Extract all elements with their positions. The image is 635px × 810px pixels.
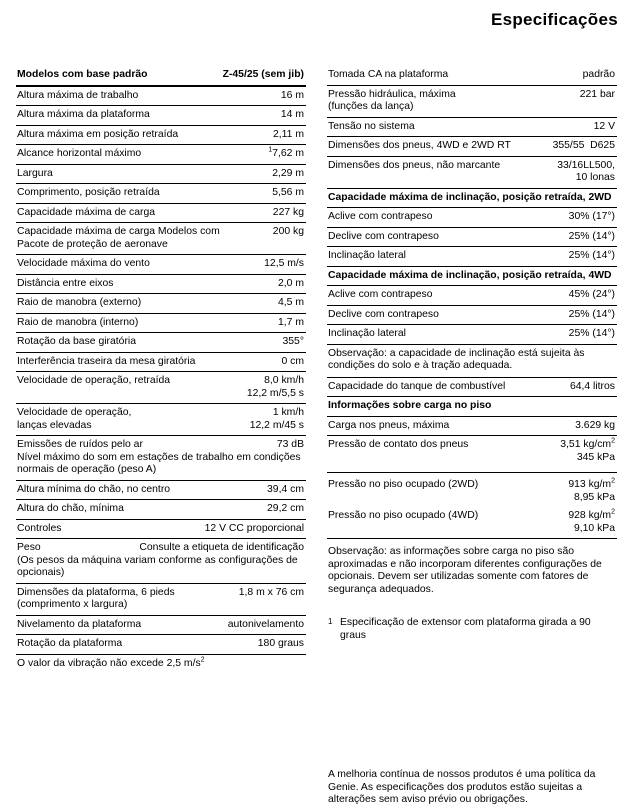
spec-label: Pressão no piso ocupado (2WD) bbox=[328, 479, 479, 490]
spec-value: 12 V bbox=[593, 120, 615, 132]
spec-label: Interferência traseira da mesa giratória bbox=[17, 355, 196, 367]
spec-row bbox=[327, 436, 617, 473]
spec-value: 16 m bbox=[280, 89, 304, 101]
spec-value bbox=[562, 479, 615, 504]
spec-label: Inclinação lateral bbox=[328, 328, 406, 339]
spec-label: Rotação da plataforma bbox=[17, 638, 123, 649]
spec-value: 5,56 m bbox=[272, 187, 304, 198]
spec-value: 3.629 kg bbox=[575, 419, 615, 431]
spec-value: 12 V CC proporcional bbox=[204, 522, 304, 534]
vibration-sup: 2 bbox=[200, 656, 205, 664]
spec-row bbox=[327, 157, 617, 189]
spec-detail: (Os pesos da máquina variam conforme as configurações de opcionais) bbox=[17, 554, 298, 578]
spec-row-top bbox=[17, 542, 304, 555]
spec-value-line bbox=[568, 479, 615, 492]
spec-label: Emissões de ruídos pelo ar bbox=[17, 439, 143, 450]
spec-value: 1,7 m bbox=[278, 316, 304, 328]
spec-label: Capacidade máxima de carga bbox=[17, 206, 156, 218]
spec-label: Altura máxima de trabalho bbox=[17, 89, 139, 101]
spec-row bbox=[16, 294, 306, 314]
spec-value: 64,4 litros bbox=[569, 380, 615, 392]
spec-value bbox=[551, 160, 615, 185]
spec-value: 355° bbox=[282, 336, 304, 347]
spec-label: Declive com contrapeso bbox=[328, 308, 439, 320]
spec-value-text: 3,51 kg/cm bbox=[560, 439, 612, 450]
disclaimer: A melhoria contínua de nossos produtos é uma política da Genie. As especificações dos produtos estão sujeitas a alterações sem aviso prévio ou obrigações. bbox=[328, 769, 596, 805]
vibration-note bbox=[16, 655, 306, 674]
spec-row bbox=[16, 404, 306, 436]
spec-label: Capacidade do tanque de combustível bbox=[328, 380, 506, 392]
spec-value-line: 12,2 m/5,5 s bbox=[246, 387, 304, 399]
spec-value-line: 33/16LL500, bbox=[557, 159, 615, 171]
spec-row bbox=[327, 325, 617, 345]
spec-value: 221 bar bbox=[579, 88, 615, 100]
spec-row bbox=[16, 372, 306, 404]
spec-value: 227 kg bbox=[272, 206, 304, 218]
spec-row bbox=[16, 616, 306, 636]
spec-row bbox=[16, 481, 306, 501]
spec-row bbox=[16, 500, 306, 520]
spec-row bbox=[327, 507, 617, 539]
spec-label: Alcance horizontal máximo bbox=[17, 148, 142, 159]
spec-row bbox=[327, 306, 617, 326]
spec-row bbox=[16, 520, 306, 540]
spec-value-text: 913 kg/m bbox=[568, 479, 612, 490]
spec-row bbox=[16, 87, 306, 107]
spec-row bbox=[16, 255, 306, 275]
spec-label: Aclive com contrapeso bbox=[328, 211, 433, 222]
spec-value-line: 10 lonas bbox=[575, 172, 615, 183]
spec-value-line: 345 kPa bbox=[576, 451, 615, 463]
spec-row bbox=[16, 353, 306, 373]
model-label: Modelos com base padrão bbox=[17, 69, 148, 80]
unit-sup: 2 bbox=[611, 477, 615, 485]
spec-row bbox=[16, 314, 306, 334]
spec-value: 4,5 m bbox=[278, 297, 304, 308]
section-heading-floor: Informações sobre carga no piso bbox=[327, 397, 617, 417]
footnote-text: Especificação de extensor com plataforma girada a 90 graus bbox=[340, 617, 591, 641]
spec-row bbox=[327, 66, 617, 86]
spec-value: 180 graus bbox=[257, 638, 304, 649]
vibration-text: O valor da vibração não excede 2,5 m/s bbox=[17, 657, 201, 669]
spec-label: Tensão no sistema bbox=[328, 120, 415, 132]
spec-label: Velocidade de operação, retraída bbox=[17, 375, 171, 386]
section-heading-2wd: Capacidade máxima de inclinação, posição retraída, 2WD bbox=[327, 189, 617, 209]
spec-row bbox=[16, 223, 306, 255]
spec-label: Altura mínima do chão, no centro bbox=[17, 483, 171, 495]
spec-value: 25% (14°) bbox=[568, 230, 615, 242]
spec-label: Velocidade máxima do vento bbox=[17, 258, 150, 269]
footnote bbox=[327, 617, 617, 642]
spec-row bbox=[16, 165, 306, 185]
spec-row bbox=[16, 184, 306, 204]
spec-value: 25% (14°) bbox=[568, 250, 615, 261]
table-header bbox=[16, 66, 306, 87]
spec-value: 12,5 m/s bbox=[264, 258, 304, 269]
spec-label: Aclive com contrapeso bbox=[328, 289, 433, 300]
spec-value bbox=[554, 439, 615, 464]
spec-label: Peso bbox=[17, 542, 41, 553]
spec-label: Declive com contrapeso bbox=[328, 230, 439, 242]
spec-row bbox=[16, 539, 306, 584]
spec-value: 355/55 D625 bbox=[552, 140, 615, 151]
spec-row bbox=[327, 118, 617, 138]
spec-label: Altura máxima da plataforma bbox=[17, 109, 150, 120]
spec-value: 2,11 m bbox=[273, 128, 304, 140]
spec-value-line: 8,0 km/h bbox=[264, 375, 304, 386]
spec-label: Velocidade de operação, lanças elevadas bbox=[17, 407, 132, 431]
spec-label: Raio de manobra (externo) bbox=[17, 297, 142, 308]
spec-row bbox=[16, 145, 306, 165]
spec-label: Pressão hidráulica, máxima (funções da lança) bbox=[328, 88, 456, 112]
spec-row-top bbox=[17, 439, 304, 452]
footnote-mark: 1 bbox=[328, 617, 333, 626]
spec-value: Consulte a etiqueta de identificação bbox=[139, 542, 304, 553]
spec-row bbox=[16, 275, 306, 295]
spec-detail: Nível máximo do som em estações de trabalho em condições normais de operação (peso A) bbox=[17, 451, 301, 475]
spec-value bbox=[562, 510, 615, 535]
model-value: Z-45/25 (sem jib) bbox=[222, 69, 304, 80]
spec-label: Dimensões da plataforma, 6 pieds (comprimento x largura) bbox=[17, 586, 175, 610]
spec-label: Distância entre eixos bbox=[17, 277, 114, 289]
slope-note: Observação: a capacidade de inclinação está sujeita às condições do solo e à tração adequada. bbox=[327, 345, 617, 378]
spec-value: 73 dB bbox=[276, 439, 304, 450]
footnote-mark: 1 bbox=[268, 146, 273, 154]
spec-row bbox=[16, 204, 306, 224]
spec-label: Pressão de contato dos pneus bbox=[328, 439, 469, 450]
spec-value: 1,8 m x 76 cm bbox=[238, 586, 304, 598]
section-heading-4wd: Capacidade máxima de inclinação, posição retraída, 4WD bbox=[327, 267, 617, 287]
spec-row bbox=[16, 126, 306, 146]
spec-label: Altura do chão, mínima bbox=[17, 503, 124, 514]
spec-value: 14 m bbox=[280, 109, 304, 120]
spec-label: Inclinação lateral bbox=[328, 250, 406, 261]
spec-value-text: 928 kg/m bbox=[568, 510, 612, 521]
spec-label: Capacidade máxima de carga Modelos com Pacote de proteção de aeronave bbox=[17, 226, 220, 250]
spec-row bbox=[16, 584, 306, 616]
unit-sup: 2 bbox=[611, 437, 615, 445]
unit-sup: 2 bbox=[611, 508, 615, 516]
spec-label: Largura bbox=[17, 167, 53, 179]
spec-label: Tomada CA na plataforma bbox=[328, 69, 449, 80]
spec-row bbox=[327, 247, 617, 267]
spec-value: autonivelamento bbox=[227, 618, 304, 630]
spec-value: 29,2 cm bbox=[267, 503, 304, 514]
spec-label: Controles bbox=[17, 522, 62, 534]
spec-row bbox=[16, 106, 306, 126]
spec-label: Raio de manobra (interno) bbox=[17, 316, 139, 328]
spec-label: Carga nos pneus, máxima bbox=[328, 419, 450, 431]
spec-row bbox=[16, 333, 306, 353]
spec-value: 2,0 m bbox=[278, 277, 304, 289]
spec-value: 25% (14°) bbox=[568, 328, 615, 339]
spec-value: 25% (14°) bbox=[568, 308, 615, 320]
spec-value-line: 1 km/h bbox=[272, 407, 304, 418]
spec-value-line: 8,95 kPa bbox=[573, 491, 615, 503]
spec-value: 30% (17°) bbox=[568, 211, 615, 222]
spec-value: 0 cm bbox=[281, 355, 304, 367]
spec-label: Pressão no piso ocupado (4WD) bbox=[328, 510, 479, 521]
spec-row bbox=[327, 228, 617, 248]
spec-label: Dimensões dos pneus, 4WD e 2WD RT bbox=[328, 140, 511, 151]
spec-value-line bbox=[560, 439, 615, 452]
spec-value: 2,29 m bbox=[272, 167, 304, 179]
spec-label: Comprimento, posição retraída bbox=[17, 187, 160, 198]
spec-value: 39,4 cm bbox=[267, 483, 304, 495]
spec-row bbox=[327, 378, 617, 398]
spec-value bbox=[241, 375, 304, 400]
spec-label: Altura máxima em posição retraída bbox=[17, 128, 179, 140]
spec-row bbox=[327, 417, 617, 437]
page-title: Especificações bbox=[490, 10, 618, 29]
spec-label: Nivelamento da plataforma bbox=[17, 618, 142, 630]
spec-value bbox=[244, 407, 304, 432]
spec-label: Rotação da base giratória bbox=[17, 336, 136, 347]
spec-value: 200 kg bbox=[272, 226, 304, 237]
spec-row bbox=[327, 137, 617, 157]
spec-row bbox=[327, 86, 617, 118]
spec-value: padrão bbox=[582, 69, 615, 80]
spec-value-line: 9,10 kPa bbox=[573, 522, 615, 534]
spec-value-line bbox=[568, 510, 615, 523]
spec-value: 45% (24°) bbox=[568, 289, 615, 300]
spec-row bbox=[16, 635, 306, 655]
spec-value bbox=[262, 148, 304, 161]
spec-value-text: 7,62 m bbox=[272, 148, 304, 159]
spec-label: Dimensões dos pneus, não marcante bbox=[328, 159, 501, 171]
floor-note: Observação: as informações sobre carga no piso são aproximadas e não incorporam diferentes configurações de opcionais. Devem ser utilizadas somente com fatores de segurança adequados. bbox=[328, 546, 602, 595]
spec-row bbox=[16, 436, 306, 481]
left-spec-table bbox=[16, 66, 306, 673]
right-spec-table bbox=[327, 66, 617, 805]
spec-row bbox=[327, 473, 617, 507]
spec-value-line: 12,2 m/45 s bbox=[249, 419, 304, 431]
spec-row bbox=[327, 208, 617, 228]
spec-row bbox=[327, 286, 617, 306]
